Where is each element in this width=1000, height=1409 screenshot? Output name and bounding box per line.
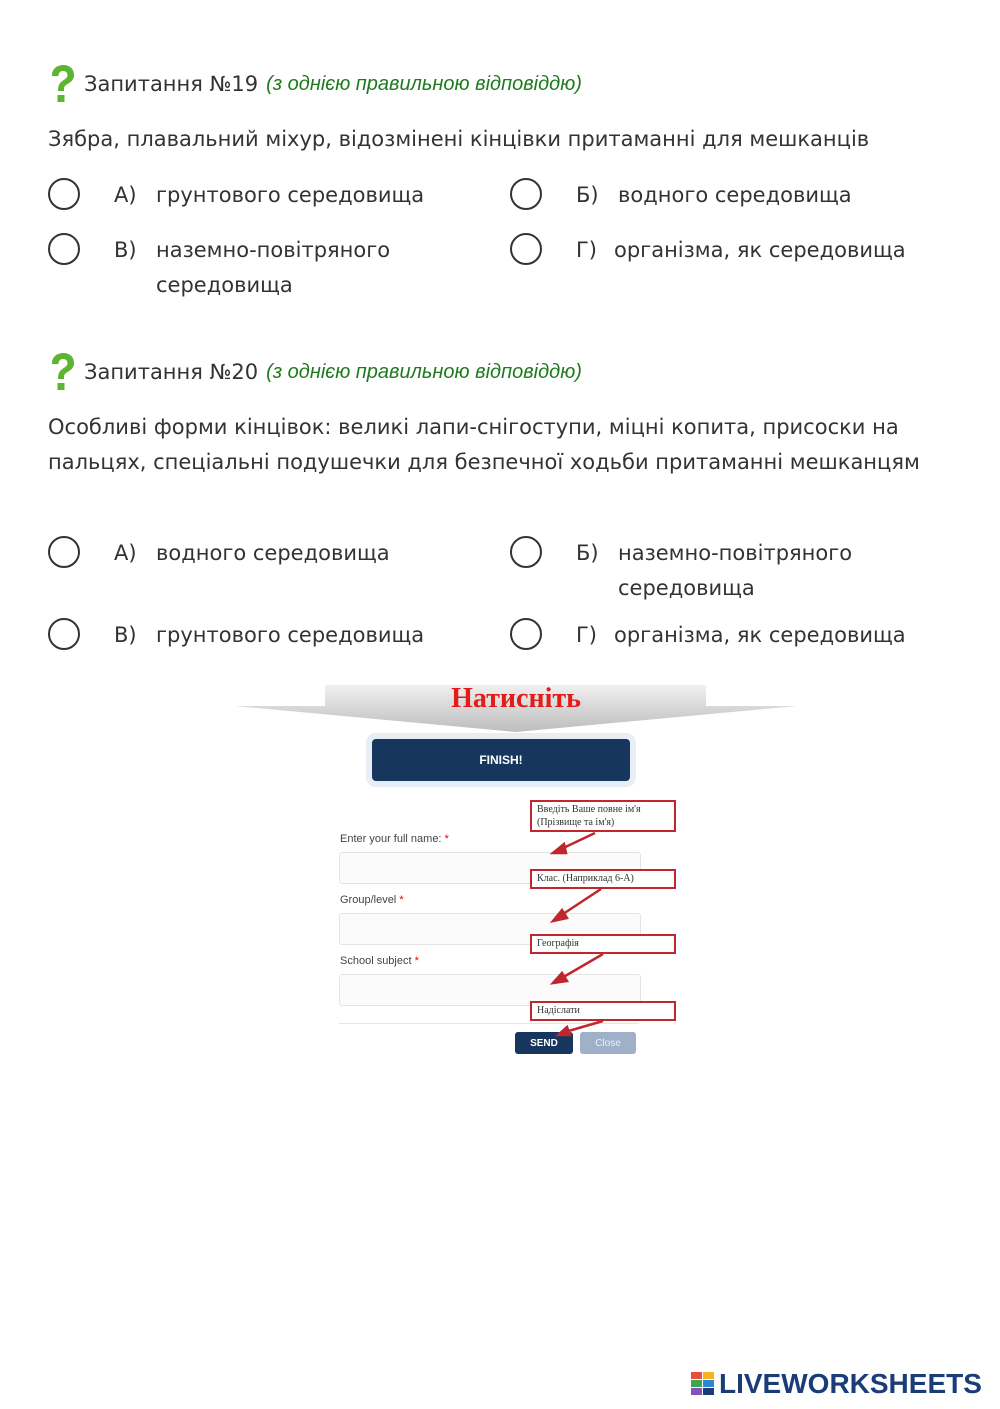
- question-20-header: [48, 352, 582, 392]
- question-mark-icon: [48, 352, 76, 392]
- radio-button[interactable]: [510, 178, 542, 210]
- required-star: *: [414, 955, 419, 967]
- radio-button[interactable]: [510, 618, 542, 650]
- full-name-hint: Введіть Ваше повне ім'я (Прізвище та ім'я): [530, 800, 676, 832]
- logo-text: LIVEWORKSHEETS: [719, 1368, 982, 1399]
- radio-button[interactable]: [48, 618, 80, 650]
- radio-button[interactable]: [510, 536, 542, 568]
- option-19-b[interactable]: [510, 178, 918, 213]
- option-19-d[interactable]: [510, 233, 944, 268]
- option-19-c[interactable]: [48, 233, 426, 303]
- finish-instruction-figure: [233, 683, 799, 1068]
- question-19-header: [48, 64, 582, 104]
- option-20-d[interactable]: [510, 618, 944, 653]
- field-label-text: Enter your full name:: [340, 833, 442, 845]
- radio-button[interactable]: [48, 536, 80, 568]
- option-text: грунтового середовища: [156, 623, 425, 647]
- option-letter: Г): [576, 238, 597, 262]
- full-name-label: [340, 833, 449, 845]
- option-text: наземно-повітряного середовища: [156, 238, 391, 297]
- group-level-hint: Клас. (Наприклад 6-А): [530, 869, 676, 889]
- option-19-a[interactable]: [48, 178, 456, 213]
- send-button[interactable]: SEND: [515, 1032, 573, 1054]
- question-note: (з однією правильною відповіддю): [266, 360, 582, 383]
- field-label-text: School subject: [340, 955, 412, 967]
- option-20-b[interactable]: [510, 536, 908, 606]
- question-text: Особливі форми кінцівок: великі лапи-снігоступи, міцні копита, присоски на пальцях, спеціальні подушечки для безпечної ходьби притаманні мешканцям: [48, 415, 920, 474]
- logo-blocks-icon: [691, 1372, 715, 1396]
- finish-button[interactable]: FINISH!: [372, 739, 630, 781]
- option-20-a[interactable]: [48, 536, 456, 571]
- group-level-label: [340, 894, 404, 906]
- option-text: водного середовища: [618, 183, 852, 207]
- form-divider: [339, 1023, 639, 1024]
- option-letter: В): [114, 623, 137, 647]
- radio-button[interactable]: [510, 233, 542, 265]
- question-title: Запитання №19: [84, 72, 259, 96]
- banner-text: Натисніть: [451, 683, 581, 714]
- option-letter: В): [114, 238, 137, 262]
- arrow-line: [560, 889, 601, 916]
- option-letter: Г): [576, 623, 597, 647]
- send-hint: Надіслати: [530, 1001, 676, 1021]
- option-letter: Б): [576, 541, 599, 565]
- radio-button[interactable]: [48, 233, 80, 265]
- option-text: організма, як середовища: [614, 623, 906, 647]
- option-text: грунтового середовища: [156, 183, 425, 207]
- option-20-c[interactable]: [48, 618, 456, 653]
- school-subject-label: [340, 955, 419, 967]
- close-button[interactable]: Close: [580, 1032, 636, 1054]
- question-title: Запитання №20: [84, 360, 259, 384]
- school-subject-hint: Географія: [530, 934, 676, 954]
- field-label-text: Group/level: [340, 894, 397, 906]
- required-star: *: [399, 894, 404, 906]
- option-letter: А): [114, 541, 137, 565]
- question-text: Зябра, плавальний міхур, відозмінені кінцівки притаманні для мешканців: [48, 127, 870, 151]
- option-letter: А): [114, 183, 137, 207]
- question-mark-icon: [48, 64, 76, 104]
- radio-button[interactable]: [48, 178, 80, 210]
- option-text: організма, як середовища: [614, 238, 906, 262]
- liveworksheets-logo: [691, 1368, 982, 1400]
- option-letter: Б): [576, 183, 599, 207]
- option-text: водного середовища: [156, 541, 390, 565]
- arrow-line: [559, 833, 595, 850]
- option-text: наземно-повітряного середовища: [618, 541, 853, 600]
- required-star: *: [444, 833, 449, 845]
- question-note: (з однією правильною відповіддю): [266, 72, 582, 95]
